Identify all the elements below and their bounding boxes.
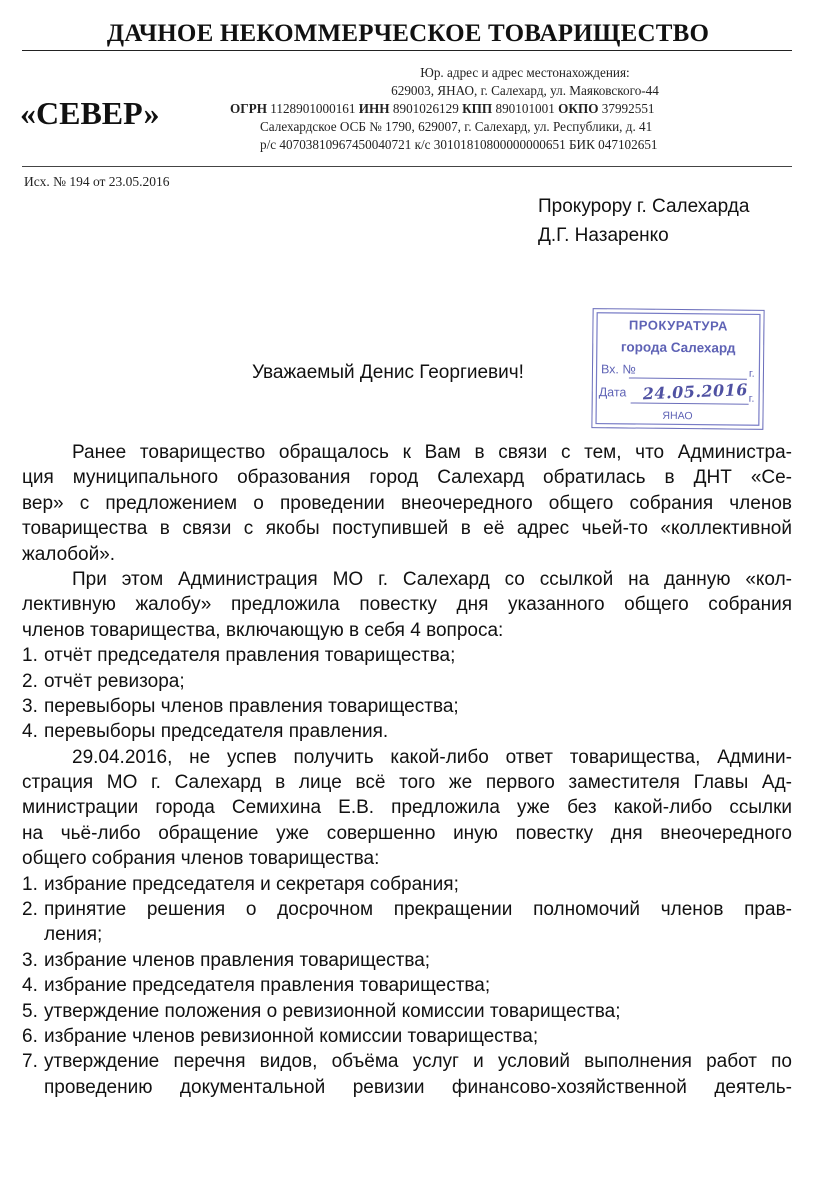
list-text: утверждение перечня видов, объёма услуг и условий выполнения работ по — [44, 1051, 792, 1073]
list-number: 4. — [22, 721, 38, 743]
body-line: лективную жалобу» предложила повестку дня указанного общего собрания — [22, 594, 792, 616]
body-line: страция МО г. Салехард в лице всё того же первого заместителя Главы Ад- — [22, 772, 792, 794]
stamp-date-year-suffix: г. — [748, 392, 755, 405]
list-number: 3. — [22, 949, 38, 971]
stamp-region: ЯНАО — [662, 409, 693, 423]
body-line: общего собрания членов товарищества: — [22, 848, 380, 870]
stamp-incoming-label: Вх. № — [600, 362, 636, 377]
list-item — [22, 999, 792, 1024]
list-number: 2. — [22, 670, 38, 692]
address: 629003, ЯНАО, г. Салехард, ул. Маяковского-44 — [391, 83, 659, 98]
body-line: ция муниципального образования город Салехард обратилась в ДНТ «Се- — [22, 467, 792, 489]
list-number: 1. — [22, 873, 38, 895]
body-line: на чьё-либо обращение уже совершенно иную повестку дня внеочередного — [22, 822, 792, 844]
stamp-city: города Салехард — [620, 339, 736, 356]
list-number: 1. — [22, 645, 38, 667]
greeting: Уважаемый Денис Георгиевич! — [252, 362, 524, 383]
inn-label: ИНН — [358, 101, 390, 116]
incoming-stamp — [591, 308, 764, 430]
stamp-date-handwritten: 24.05.2016 — [642, 379, 749, 404]
bank-accounts: р/с 40703810967450040721 к/с 30101810800000000651 БИК 047102651 — [260, 137, 658, 152]
kpp-label: КПП — [462, 101, 493, 116]
list-item — [22, 948, 792, 973]
kpp-value: 890101001 — [495, 101, 555, 116]
list-item — [22, 643, 792, 668]
addressee-name: Д.Г. Назаренко — [538, 225, 669, 246]
list-text: избрание членов ревизионной комиссии товарищества; — [44, 1025, 539, 1047]
stamp-date-label: Дата — [598, 385, 627, 400]
body-line: товарищества в связи с якобы поступившей в её адрес чьей-то «коллективной — [22, 518, 792, 540]
stamp-title: ПРОКУРАТУРА — [628, 317, 729, 334]
body-line: жалобой». — [22, 543, 116, 565]
list-text: избрание членов правления товарищества; — [44, 949, 431, 971]
list-item — [22, 669, 792, 694]
org-name: «СЕВЕР» — [20, 95, 160, 131]
stamp-incoming-line — [629, 377, 747, 379]
okpo-label: ОКПО — [558, 101, 599, 116]
list-text: утверждение положения о ревизионной комиссии товарищества; — [44, 1000, 621, 1022]
header-divider — [22, 50, 792, 51]
list-number: 5. — [22, 1000, 38, 1022]
body-line: министрации города Семихина Е.В. предложила уже без какой-либо ссылки — [22, 797, 792, 819]
list-item — [22, 973, 792, 998]
stamp-year-suffix: г. — [748, 367, 755, 380]
body-line: членов товарищества, включающую в себя 4 вопроса: — [22, 619, 504, 641]
list-number: 4. — [22, 975, 38, 997]
list-text: избрание председателя правления товарищества; — [44, 975, 491, 997]
ogrn-label: ОГРН — [230, 101, 267, 116]
ogrn-value: 1128901000161 — [270, 101, 356, 116]
list-text: принятие решения о досрочном прекращении полномочий членов прав- — [44, 899, 792, 921]
org-title: ДАЧНОЕ НЕКОММЕРЧЕСКОЕ ТОВАРИЩЕСТВО — [106, 20, 710, 47]
body-line: Ранее товарищество обращалось к Вам в связи с тем, что Администра- — [72, 442, 792, 463]
list-text: избрание председателя и секретаря собрания; — [44, 873, 459, 895]
address-label: Юр. адрес и адрес местонахождения: — [420, 65, 630, 80]
requisites-divider — [22, 166, 792, 167]
list-number: 6. — [22, 1025, 38, 1047]
list-item — [22, 1024, 792, 1049]
addressee-block — [538, 192, 749, 250]
list-item — [22, 872, 792, 897]
body-line: вер» с предложением о проведении внеочередного общего собрания членов — [22, 492, 792, 514]
addressee-position: Прокурору г. Салехарда — [538, 196, 750, 217]
list-item-continuation: проведению документальной ревизии финансово-хозяйственной деятель- — [44, 1076, 792, 1098]
body-line: 29.04.2016, не успев получить какой-либо ответ товарищества, Админи- — [72, 746, 792, 768]
inn-value: 8901026129 — [392, 101, 459, 116]
list-item-continuation: ления; — [44, 924, 103, 946]
org-requisites — [230, 64, 790, 154]
okpo-value: 37992551 — [601, 101, 655, 116]
list-number: 7. — [22, 1051, 38, 1073]
list-item — [22, 897, 792, 922]
list-number: 2. — [22, 899, 38, 921]
body-line: При этом Администрация МО г. Салехард со ссылкой на данную «кол- — [72, 568, 792, 590]
list-text: перевыборы членов правления товарищества; — [44, 695, 459, 717]
list-item — [22, 694, 792, 719]
list-item — [22, 719, 792, 744]
list-text: отчёт председателя правления товарищества; — [44, 645, 456, 667]
registration-codes — [230, 100, 790, 118]
bank-details: Салехардское ОСБ № 1790, 629007, г. Салехард, ул. Республики, д. 41 — [260, 119, 653, 134]
outgoing-reference: Исх. № 194 от 23.05.2016 — [24, 174, 170, 189]
letter-body — [22, 440, 792, 1100]
list-text: перевыборы председателя правления. — [44, 721, 389, 743]
list-number: 3. — [22, 695, 38, 717]
list-text: отчёт ревизора; — [44, 670, 185, 692]
list-item — [22, 1049, 792, 1074]
